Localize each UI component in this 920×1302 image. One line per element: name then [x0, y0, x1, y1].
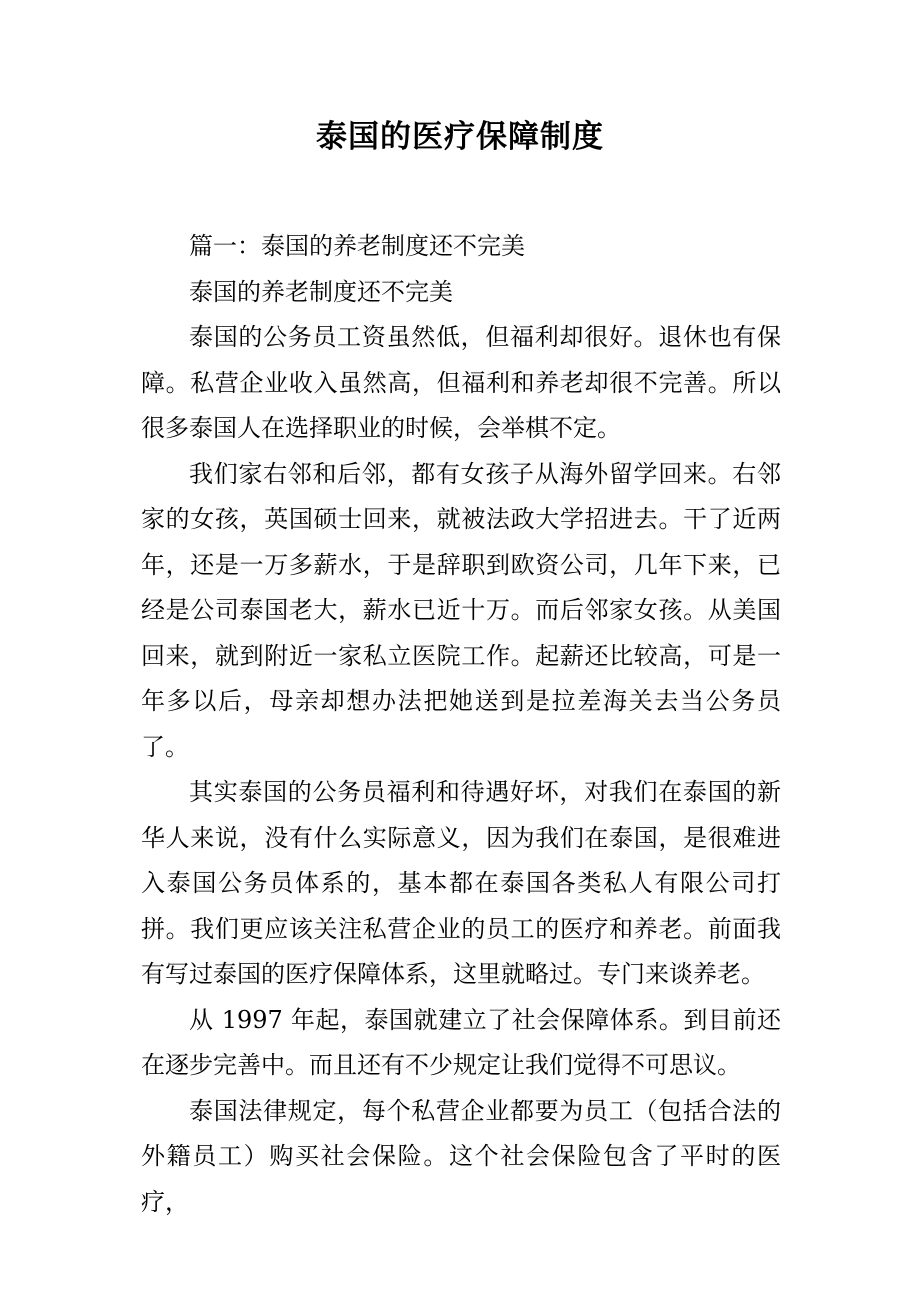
paragraph: 我们家右邻和后邻，都有女孩子从海外留学回来。右邻家的女孩，英国硕士回来，就被法政大学招进去。干了近两年，还是一万多薪水，于是辞职到欧资公司，几年下来，已经是公司泰国老大，薪水已近十万。而后邻家女孩。从美国回来，就到附近一家私立医院工作。起薪还比较高，可是一年多以后，母亲却想办法把她送到是拉差海关去当公务员了。 [141, 459, 781, 761]
paragraph: 泰国法律规定，每个私营企业都要为员工（包括合法的外籍员工）购买社会保险。这个社会保险包含了平时的医疗， [141, 1096, 781, 1216]
paragraph: 泰国的公务员工资虽然低，但福利却很好。退休也有保障。私营企业收入虽然高，但福利和养老却很不完善。所以很多泰国人在选择职业的时候，会举棋不定。 [141, 323, 781, 442]
article-heading: 泰国的养老制度还不完美 [189, 277, 453, 306]
document-body [141, 224, 781, 1225]
paragraph: 其实泰国的公务员福利和待遇好坏，对我们在泰国的新华人来说，没有什么实际意义，因为我们在泰国，是很难进入泰国公务员体系的，基本都在泰国各类私人有限公司打拼。我们更应该关注私营企业的员工的医疗和养老。前面我有写过泰国的医疗保障体系，这里就略过。专门来谈养老。 [141, 778, 781, 988]
paragraph: 从 1997 年起，泰国就建立了社会保障体系。到目前还在逐步完善中。而且还有不少规定让我们觉得不可思议。 [141, 1005, 781, 1079]
section-heading: 篇一：泰国的养老制度还不完美 [189, 232, 525, 260]
document-title: 泰国的医疗保障制度 [316, 119, 604, 155]
